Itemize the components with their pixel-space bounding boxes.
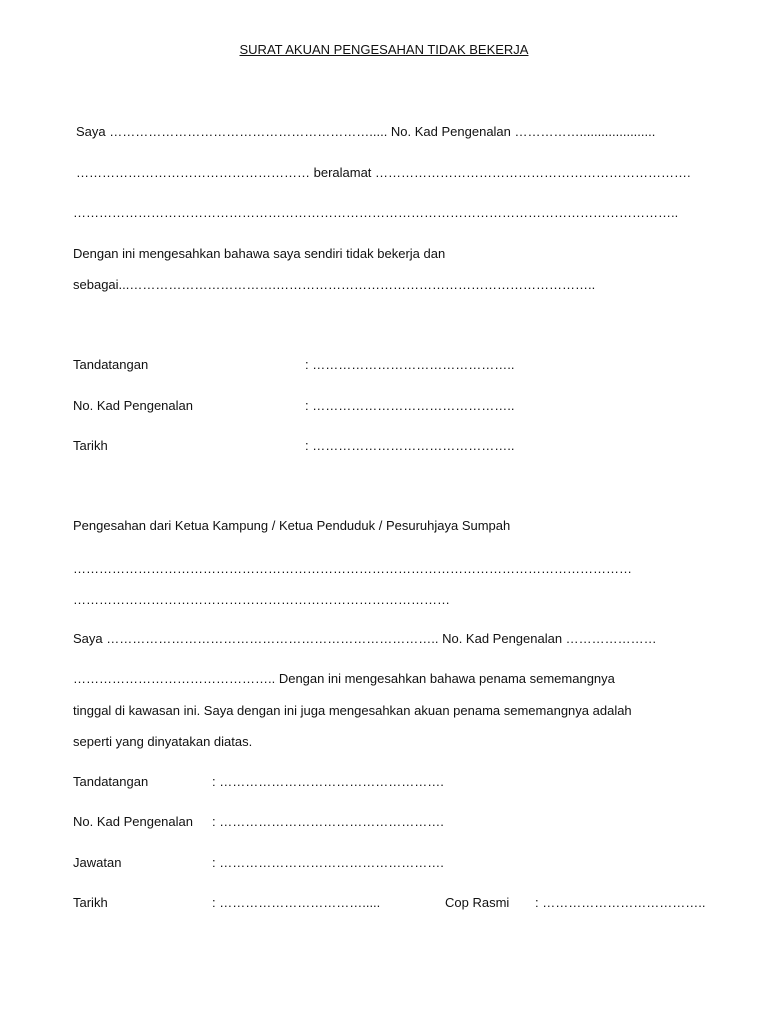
- verification-line-6: seperti yang dinyatakan diatas.: [73, 734, 253, 749]
- verifier-signature-label: Tandatangan: [73, 774, 149, 789]
- verification-line-2: ……………………………………………………………………………: [73, 592, 450, 607]
- declaration-line-2: ……………………………………………… beralamat ……………………………………………………………….: [76, 165, 691, 180]
- declaration-line-3: …………………………………………………………………………………………………………………………..: [73, 205, 679, 220]
- declaration-line-1: Saya ……………………………………………………..... No. Kad Pengenalan …………….....................: [76, 124, 656, 139]
- verification-line-3: Saya ………………………………………………………………….. No. Kad Pengenalan …………………: [73, 631, 657, 646]
- applicant-date-label: Tarikh: [73, 438, 108, 453]
- document-title: SURAT AKUAN PENGESAHAN TIDAK BEKERJA: [239, 42, 529, 57]
- verifier-position-label: Jawatan: [73, 855, 122, 870]
- verifier-date-field: : …………………………….....: [212, 895, 381, 910]
- verification-line-1: …………………………………………………………………………………………………………………: [73, 561, 632, 576]
- verifier-date-label: Tarikh: [73, 895, 108, 910]
- verifier-ic-label: No. Kad Pengenalan: [73, 814, 193, 829]
- verification-heading: Pengesahan dari Ketua Kampung / Ketua Penduduk / Pesuruhjaya Sumpah: [73, 518, 511, 533]
- verification-line-5: tinggal di kawasan ini. Saya dengan ini juga mengesahkan akuan penama sememangnya adalah: [73, 703, 632, 718]
- official-stamp-field: : ………………………………..: [535, 895, 706, 910]
- applicant-ic-label: No. Kad Pengenalan: [73, 398, 193, 413]
- applicant-ic-field: : ………………………………………..: [305, 398, 515, 413]
- verifier-signature-field: : …………………………………………….: [212, 774, 444, 789]
- verifier-ic-field: : …………………………………………….: [212, 814, 444, 829]
- applicant-date-field: : ………………………………………..: [305, 438, 515, 453]
- declaration-line-4: Dengan ini mengesahkan bahawa saya sendiri tidak bekerja dan: [73, 246, 446, 261]
- official-stamp-label: Cop Rasmi: [445, 895, 510, 910]
- applicant-signature-label: Tandatangan: [73, 357, 149, 372]
- verifier-position-field: : …………………………………………….: [212, 855, 444, 870]
- verification-line-4: ……………………………………….. Dengan ini mengesahkan bahawa penama sememangnya: [73, 671, 615, 686]
- declaration-line-5: sebagai...…………………………….………………………………………………………………..: [73, 277, 596, 292]
- applicant-signature-field: : ………………………………………..: [305, 357, 515, 372]
